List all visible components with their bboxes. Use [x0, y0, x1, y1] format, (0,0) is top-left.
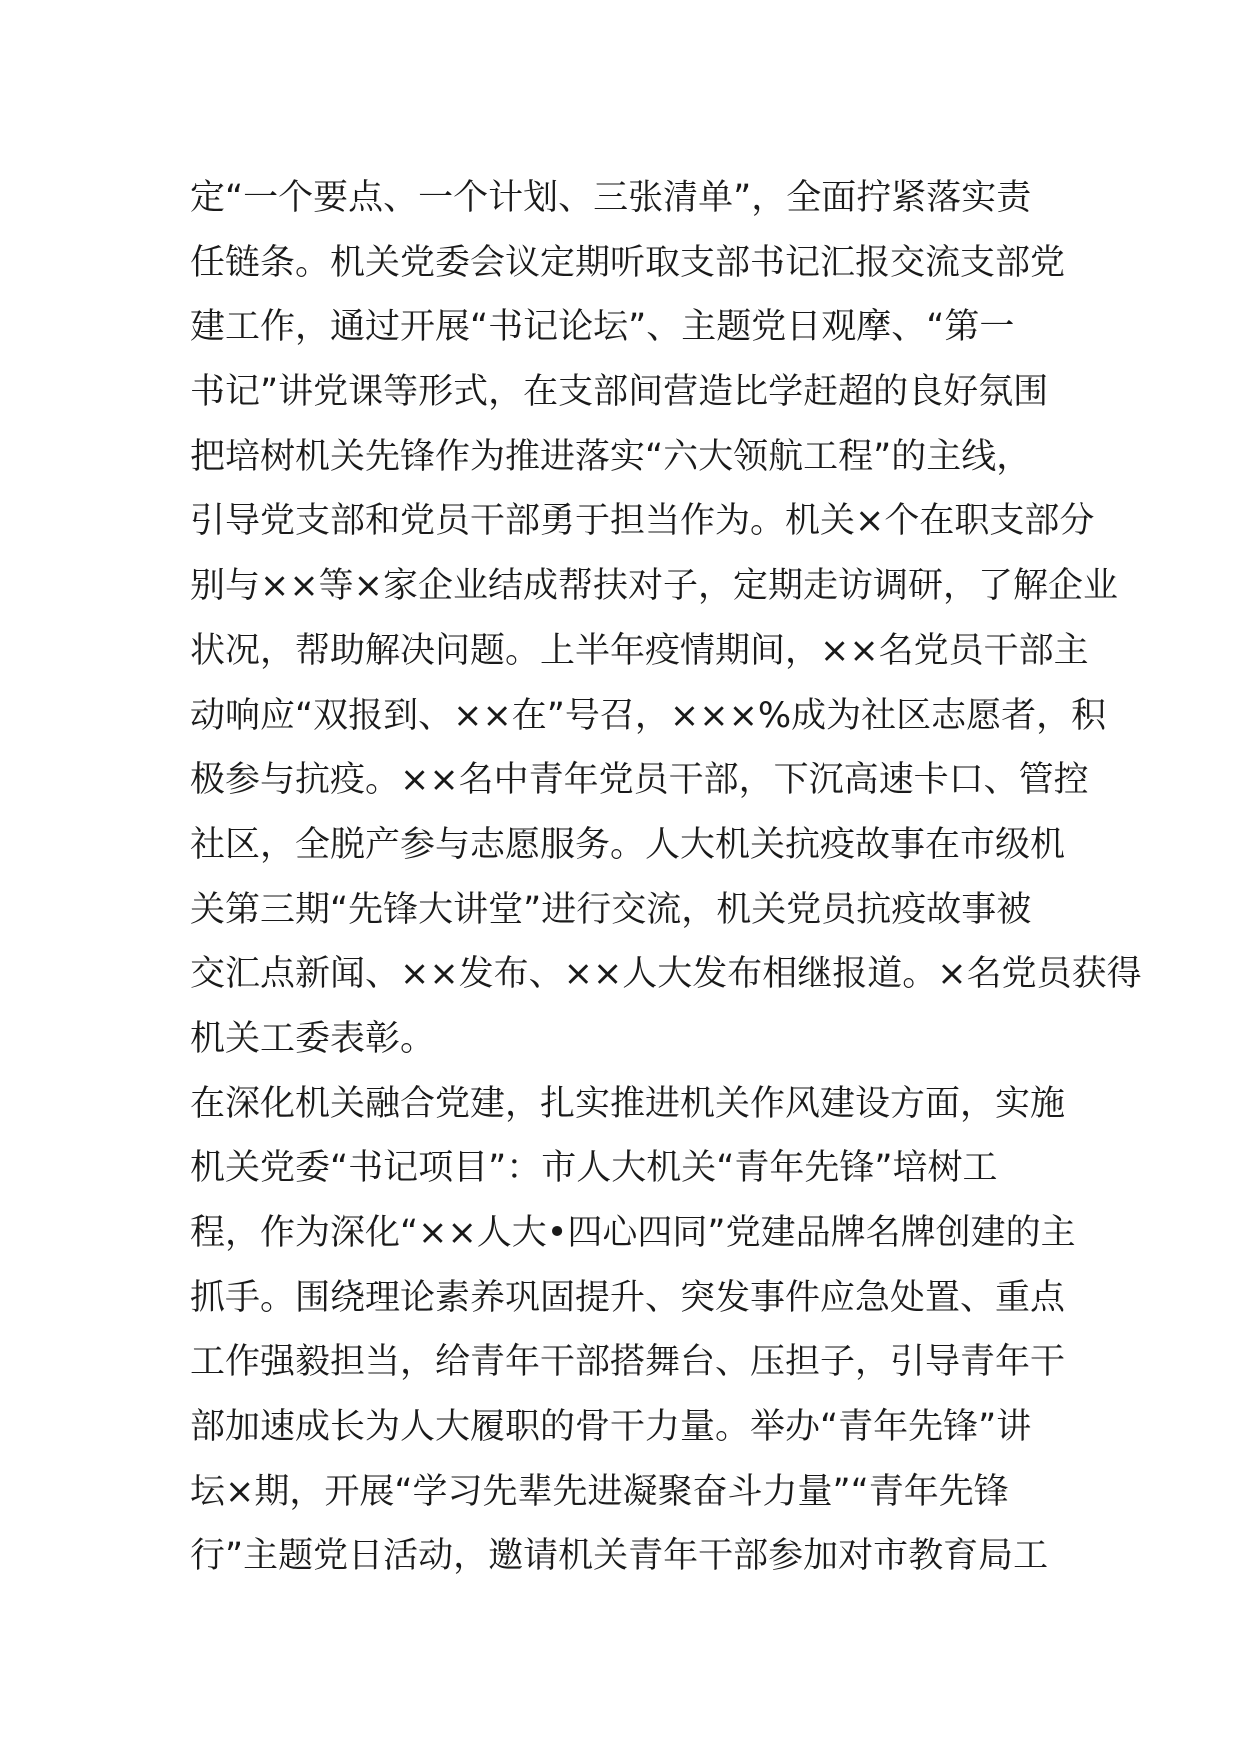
text-line: 把培树机关先锋作为推进落实“六大领航工程”的主线，	[190, 436, 1032, 477]
text-line: 定“一个要点、一个计划、三张清单”，全面拧紧落实责	[190, 178, 1032, 218]
body-text	[190, 166, 1142, 1589]
text-line: 别与××等×家企业结成帮扶对子，定期走访调研，了解企业	[190, 566, 1118, 607]
text-line: 机关党委“书记项目”：市人大机关“青年先锋”培树工	[190, 1148, 998, 1189]
text-line: 程，作为深化“××人大•四心四同”党建品牌名牌创建的主	[190, 1213, 1076, 1253]
text-line: 行”主题党日活动，邀请机关青年干部参加对市教育局工	[190, 1536, 1049, 1577]
text-line: 在深化机关融合党建，扎实推进机关作风建设方面，实施	[190, 1083, 1066, 1124]
text-line: 交汇点新闻、××发布、××人大发布相继报道。×名党员获得	[190, 954, 1142, 995]
text-line: 动响应“双报到、××在”号召，×××%成为社区志愿者，积	[190, 695, 1107, 736]
text-line: 社区，全脱产参与志愿服务。人大机关抗疫故事在市级机	[190, 824, 1066, 865]
text-line: 建工作，通过开展“书记论坛”、主题党日观摩、“第一	[190, 307, 1015, 348]
text-line: 关第三期“先锋大讲堂”进行交流，机关党员抗疫故事被	[190, 889, 1032, 930]
text-line: 部加速成长为人大履职的骨干力量。举办“青年先锋”讲	[190, 1407, 1032, 1448]
text-line: 任链条。机关党委会议定期听取支部书记汇报交流支部党	[190, 242, 1066, 283]
text-line: 机关工委表彰。	[190, 1018, 436, 1059]
text-line: 工作强毅担当，给青年干部搭舞台、压担子，引导青年干	[190, 1342, 1066, 1383]
text-line: 书记”讲党课等形式，在支部间营造比学赶超的良好氛围	[190, 372, 1049, 413]
paragraph-1	[190, 166, 1142, 1072]
text-line: 极参与抗疫。××名中青年党员干部，下沉高速卡口、管控	[190, 760, 1089, 801]
text-line: 引导党支部和党员干部勇于担当作为。机关×个在职支部分	[190, 501, 1095, 542]
paragraph-2	[190, 1072, 1076, 1590]
text-line: 抓手。围绕理论素养巩固提升、突发事件应急处置、重点	[190, 1277, 1066, 1318]
text-line: 状况，帮助解决问题。上半年疫情期间，××名党员干部主	[190, 630, 1089, 671]
text-line: 坛×期，开展“学习先辈先进凝聚奋斗力量”“青年先锋	[190, 1471, 1009, 1512]
